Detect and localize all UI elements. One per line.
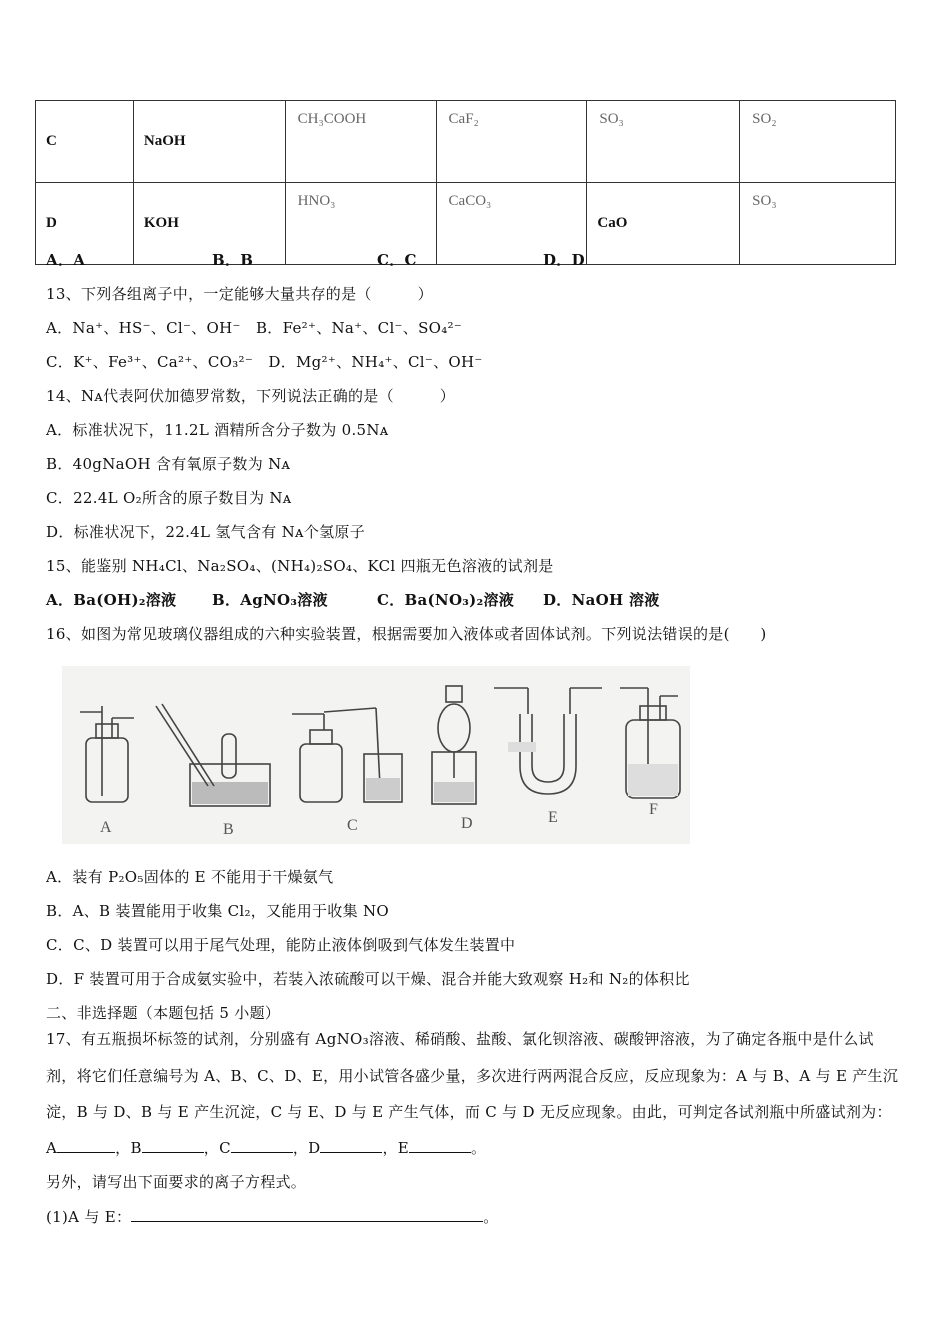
apparatus-c-setup xyxy=(292,708,402,802)
q16-stem: 16、如图为常见玻璃仪器组成的六种实验装置，根据需要加入液体或者固体试剂。下列说法错误的是( ) xyxy=(46,625,767,643)
table-row xyxy=(36,101,896,183)
figure-label-d: D xyxy=(461,815,473,832)
acidic-oxide-cell: SO₃ xyxy=(740,183,896,265)
q12-option-a: A．A xyxy=(46,251,86,269)
equation-blank[interactable] xyxy=(131,1207,483,1222)
q17-equation-1: (1)A 与 E： 。 xyxy=(46,1208,499,1226)
q14-option-b: B．40gNaOH 含有氧原子数为 Nᴀ xyxy=(46,455,291,473)
figure-label-e: E xyxy=(548,809,558,826)
salt-cell: CaF₂ xyxy=(436,101,587,183)
figure-label-b: B xyxy=(223,821,234,838)
table-row xyxy=(36,183,896,265)
options-table xyxy=(35,100,896,265)
q15-option-c: C．Ba(NO₃)₂溶液 xyxy=(377,591,515,609)
q12-option-b: B．B xyxy=(212,251,254,269)
q15-option-d: D．NaOH 溶液 xyxy=(543,591,660,609)
q17-answer-blanks: A ，B ，C ，D ，E 。 xyxy=(46,1139,487,1157)
blank-e[interactable] xyxy=(409,1138,471,1153)
blank-c[interactable] xyxy=(231,1138,293,1153)
q12-option-c: C．C xyxy=(377,251,417,269)
q12-option-d: D．D xyxy=(543,251,585,269)
q16-option-a: A．装有 P₂O₅固体的 E 不能用于干燥氨气 xyxy=(46,868,334,886)
apparatus-d-funnel xyxy=(432,686,476,804)
q17-paragraph-line-1: 17、有五瓶损坏标签的试剂，分别盛有 AgNO₃溶液、稀硝酸、盐酸、氯化钡溶液、碳酸钾溶液，为了确定各瓶中是什么试 xyxy=(46,1030,874,1048)
base-cell: NaOH xyxy=(133,101,285,183)
salt-cell: CaCO₃ xyxy=(436,183,587,265)
basic-oxide-cell: CaO xyxy=(587,183,740,265)
apparatus-figure xyxy=(62,666,690,844)
row-label: C xyxy=(36,101,134,183)
section-heading: 二、非选择题（本题包括 5 小题） xyxy=(46,1004,281,1022)
blank-a[interactable] xyxy=(57,1138,115,1153)
blank-b[interactable] xyxy=(142,1138,204,1153)
figure-label-f: F xyxy=(649,801,658,818)
blank-d[interactable] xyxy=(320,1138,382,1153)
apparatus-b-trough xyxy=(156,704,270,806)
row-label: D xyxy=(36,183,134,265)
acid-cell: HNO₃ xyxy=(285,183,436,265)
figure-label-c: C xyxy=(347,817,358,834)
q14-stem: 14、Nᴀ代表阿伏加德罗常数，下列说法正确的是（ ） xyxy=(46,387,456,405)
q16-option-c: C．C、D 装置可以用于尾气处理，能防止液体倒吸到气体发生装置中 xyxy=(46,936,516,954)
apparatus-f-bottle xyxy=(620,688,680,798)
acid-cell: CH₃COOH xyxy=(285,101,436,183)
figure-label-a: A xyxy=(100,819,112,836)
q17-paragraph-line-3: 淀，B 与 D、B 与 E 产生沉淀，C 与 E、D 与 E 产生气体，而 C 与 D 无反应现象。由此，可判定各试剂瓶中所盛试剂为： xyxy=(46,1103,892,1121)
q13-stem: 13、下列各组离子中，一定能够大量共存的是（ ） xyxy=(46,285,433,303)
q15-option-b: B．AgNO₃溶液 xyxy=(212,591,328,609)
q13-options-cd: C．K⁺、Fe³⁺、Ca²⁺、CO₃²⁻ D．Mg²⁺、NH₄⁺、Cl⁻、OH⁻ xyxy=(46,353,483,371)
q13-options-ab: A．Na⁺、HS⁻、Cl⁻、OH⁻ B．Fe²⁺、Na⁺、Cl⁻、SO₄²⁻ xyxy=(46,319,463,337)
q17-paragraph-line-2: 剂，将它们任意编号为 A、B、C、D、E，用小试管各盛少量，多次进行两两混合反应，反应现象为：A 与 B、A 与 E 产生沉 xyxy=(46,1067,899,1085)
q15-stem: 15、能鉴别 NH₄Cl、Na₂SO₄、(NH₄)₂SO₄、KCl 四瓶无色溶液的试剂是 xyxy=(46,557,554,575)
acidic-oxide-cell: SO₂ xyxy=(740,101,896,183)
basic-oxide-cell: SO₃ xyxy=(587,101,740,183)
q14-option-c: C．22.4L O₂所含的原子数目为 Nᴀ xyxy=(46,489,292,507)
q14-option-d: D．标准状况下，22.4L 氢气含有 Nᴀ个氢原子 xyxy=(46,523,366,541)
q15-option-a: A．Ba(OH)₂溶液 xyxy=(46,591,177,609)
apparatus-a-bottle xyxy=(80,706,134,802)
q17-instruction: 另外，请写出下面要求的离子方程式。 xyxy=(46,1173,307,1191)
q16-option-d: D．F 装置可用于合成氨实验中，若装入浓硫酸可以干燥、混合并能大致观察 H₂和 N₂的体积比 xyxy=(46,970,690,988)
q14-option-a: A．标准状况下，11.2L 酒精所含分子数为 0.5Nᴀ xyxy=(46,421,389,439)
base-cell: KOH xyxy=(133,183,285,265)
q16-option-b: B．A、B 装置能用于收集 Cl₂，又能用于收集 NO xyxy=(46,902,389,920)
apparatus-e-u-tube xyxy=(494,688,602,794)
